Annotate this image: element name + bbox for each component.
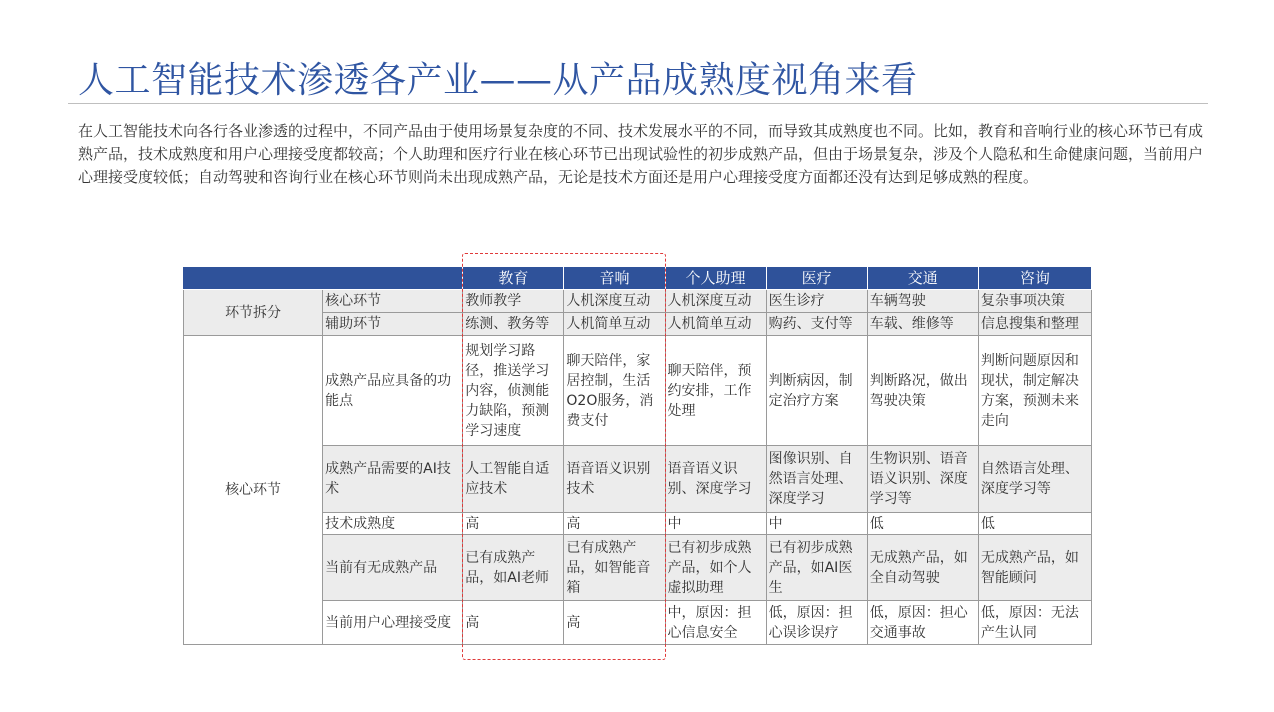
group-label-core: 核心环节 xyxy=(184,336,323,645)
header-medical: 医疗 xyxy=(766,267,867,290)
table-cell: 已有成熟产品，如AI老师 xyxy=(463,535,564,601)
page-title: 人工智能技术渗透各产业——从产品成熟度视角来看 xyxy=(78,60,918,101)
table-cell: 无成熟产品，如全自动驾驶 xyxy=(867,535,978,601)
table-cell: 医生诊疗 xyxy=(766,290,867,313)
table-cell: 人机深度互动 xyxy=(564,290,665,313)
table-cell: 已有初步成熟产品，如个人虚拟助理 xyxy=(665,535,766,601)
table-cell: 人工智能自适应技术 xyxy=(463,446,564,513)
table-cell: 语音语义识别技术 xyxy=(564,446,665,513)
table-cell: 判断问题原因和现状，制定解决方案，预测未来走向 xyxy=(978,336,1091,446)
table-cell: 练测、教务等 xyxy=(463,313,564,336)
table-cell: 高 xyxy=(564,513,665,535)
table-cell: 购药、支付等 xyxy=(766,313,867,336)
table-cell: 教师教学 xyxy=(463,290,564,313)
header-consulting: 咨询 xyxy=(978,267,1091,290)
table-cell: 人机简单互动 xyxy=(564,313,665,336)
maturity-table xyxy=(183,266,1092,645)
intro-paragraph: 在人工智能技术向各行各业渗透的过程中，不同产品由于使用场景复杂度的不同、技术发展水平的不同，而导致其成熟度也不同。比如，教育和音响行业的核心环节已有成熟产品，技术成熟度和用户心理接受度都较高；个人助理和医疗行业在核心环节已出现试验性的初步成熟产品，但由于场景复杂，涉及个人隐私和生命健康问题，当前用户心理接受度较低；自动驾驶和咨询行业在核心环节则尚未出现成熟产品，无论是技术方面还是用户心理接受度方面都还没有达到足够成熟的程度。 xyxy=(78,122,1204,186)
table-cell: 高 xyxy=(463,601,564,645)
table-cell: 车辆驾驶 xyxy=(867,290,978,313)
header-personal-assistant: 个人助理 xyxy=(665,267,766,290)
table-header-row xyxy=(184,267,1092,290)
row-label: 核心环节 xyxy=(323,290,463,313)
row-label: 成熟产品应具备的功能点 xyxy=(323,336,463,446)
table-cell: 高 xyxy=(564,601,665,645)
table-cell: 无成熟产品，如智能顾问 xyxy=(978,535,1091,601)
table-cell: 聊天陪伴，预约安排，工作处理 xyxy=(665,336,766,446)
row-label: 技术成熟度 xyxy=(323,513,463,535)
table-cell: 高 xyxy=(463,513,564,535)
title-divider xyxy=(68,103,1208,104)
header-traffic: 交通 xyxy=(867,267,978,290)
table-cell: 已有成熟产品，如智能音箱 xyxy=(564,535,665,601)
table-cell: 人机简单互动 xyxy=(665,313,766,336)
table-cell: 生物识别、语音语义识别、深度学习等 xyxy=(867,446,978,513)
table-cell: 复杂事项决策 xyxy=(978,290,1091,313)
table-cell: 规划学习路径，推送学习内容，侦测能力缺陷，预测学习速度 xyxy=(463,336,564,446)
table-cell: 判断病因，制定治疗方案 xyxy=(766,336,867,446)
table-cell: 低，原因：担心误诊误疗 xyxy=(766,601,867,645)
table-cell: 自然语言处理、深度学习等 xyxy=(978,446,1091,513)
row-label: 当前用户心理接受度 xyxy=(323,601,463,645)
table-cell: 车载、维修等 xyxy=(867,313,978,336)
table-cell: 中，原因：担心信息安全 xyxy=(665,601,766,645)
table-cell: 判断路况，做出驾驶决策 xyxy=(867,336,978,446)
table-cell: 已有初步成熟产品，如AI医生 xyxy=(766,535,867,601)
header-blank xyxy=(184,267,463,290)
row-label: 成熟产品需要的AI技术 xyxy=(323,446,463,513)
table-cell: 低，原因：无法产生认同 xyxy=(978,601,1091,645)
table-cell: 聊天陪伴，家居控制，生活O2O服务，消费支付 xyxy=(564,336,665,446)
table-cell: 人机深度互动 xyxy=(665,290,766,313)
table-cell: 低 xyxy=(978,513,1091,535)
table-cell: 中 xyxy=(665,513,766,535)
header-speaker: 音响 xyxy=(564,267,665,290)
header-education: 教育 xyxy=(463,267,564,290)
table-cell: 中 xyxy=(766,513,867,535)
table-cell: 语音语义识别、深度学习 xyxy=(665,446,766,513)
row-label: 辅助环节 xyxy=(323,313,463,336)
table-cell: 低 xyxy=(867,513,978,535)
table-cell: 图像识别、自然语言处理、深度学习 xyxy=(766,446,867,513)
table-cell: 信息搜集和整理 xyxy=(978,313,1091,336)
group-label-split: 环节拆分 xyxy=(184,290,323,336)
table-row xyxy=(184,336,1092,446)
table-row xyxy=(184,290,1092,313)
row-label: 当前有无成熟产品 xyxy=(323,535,463,601)
table-cell: 低，原因：担心交通事故 xyxy=(867,601,978,645)
